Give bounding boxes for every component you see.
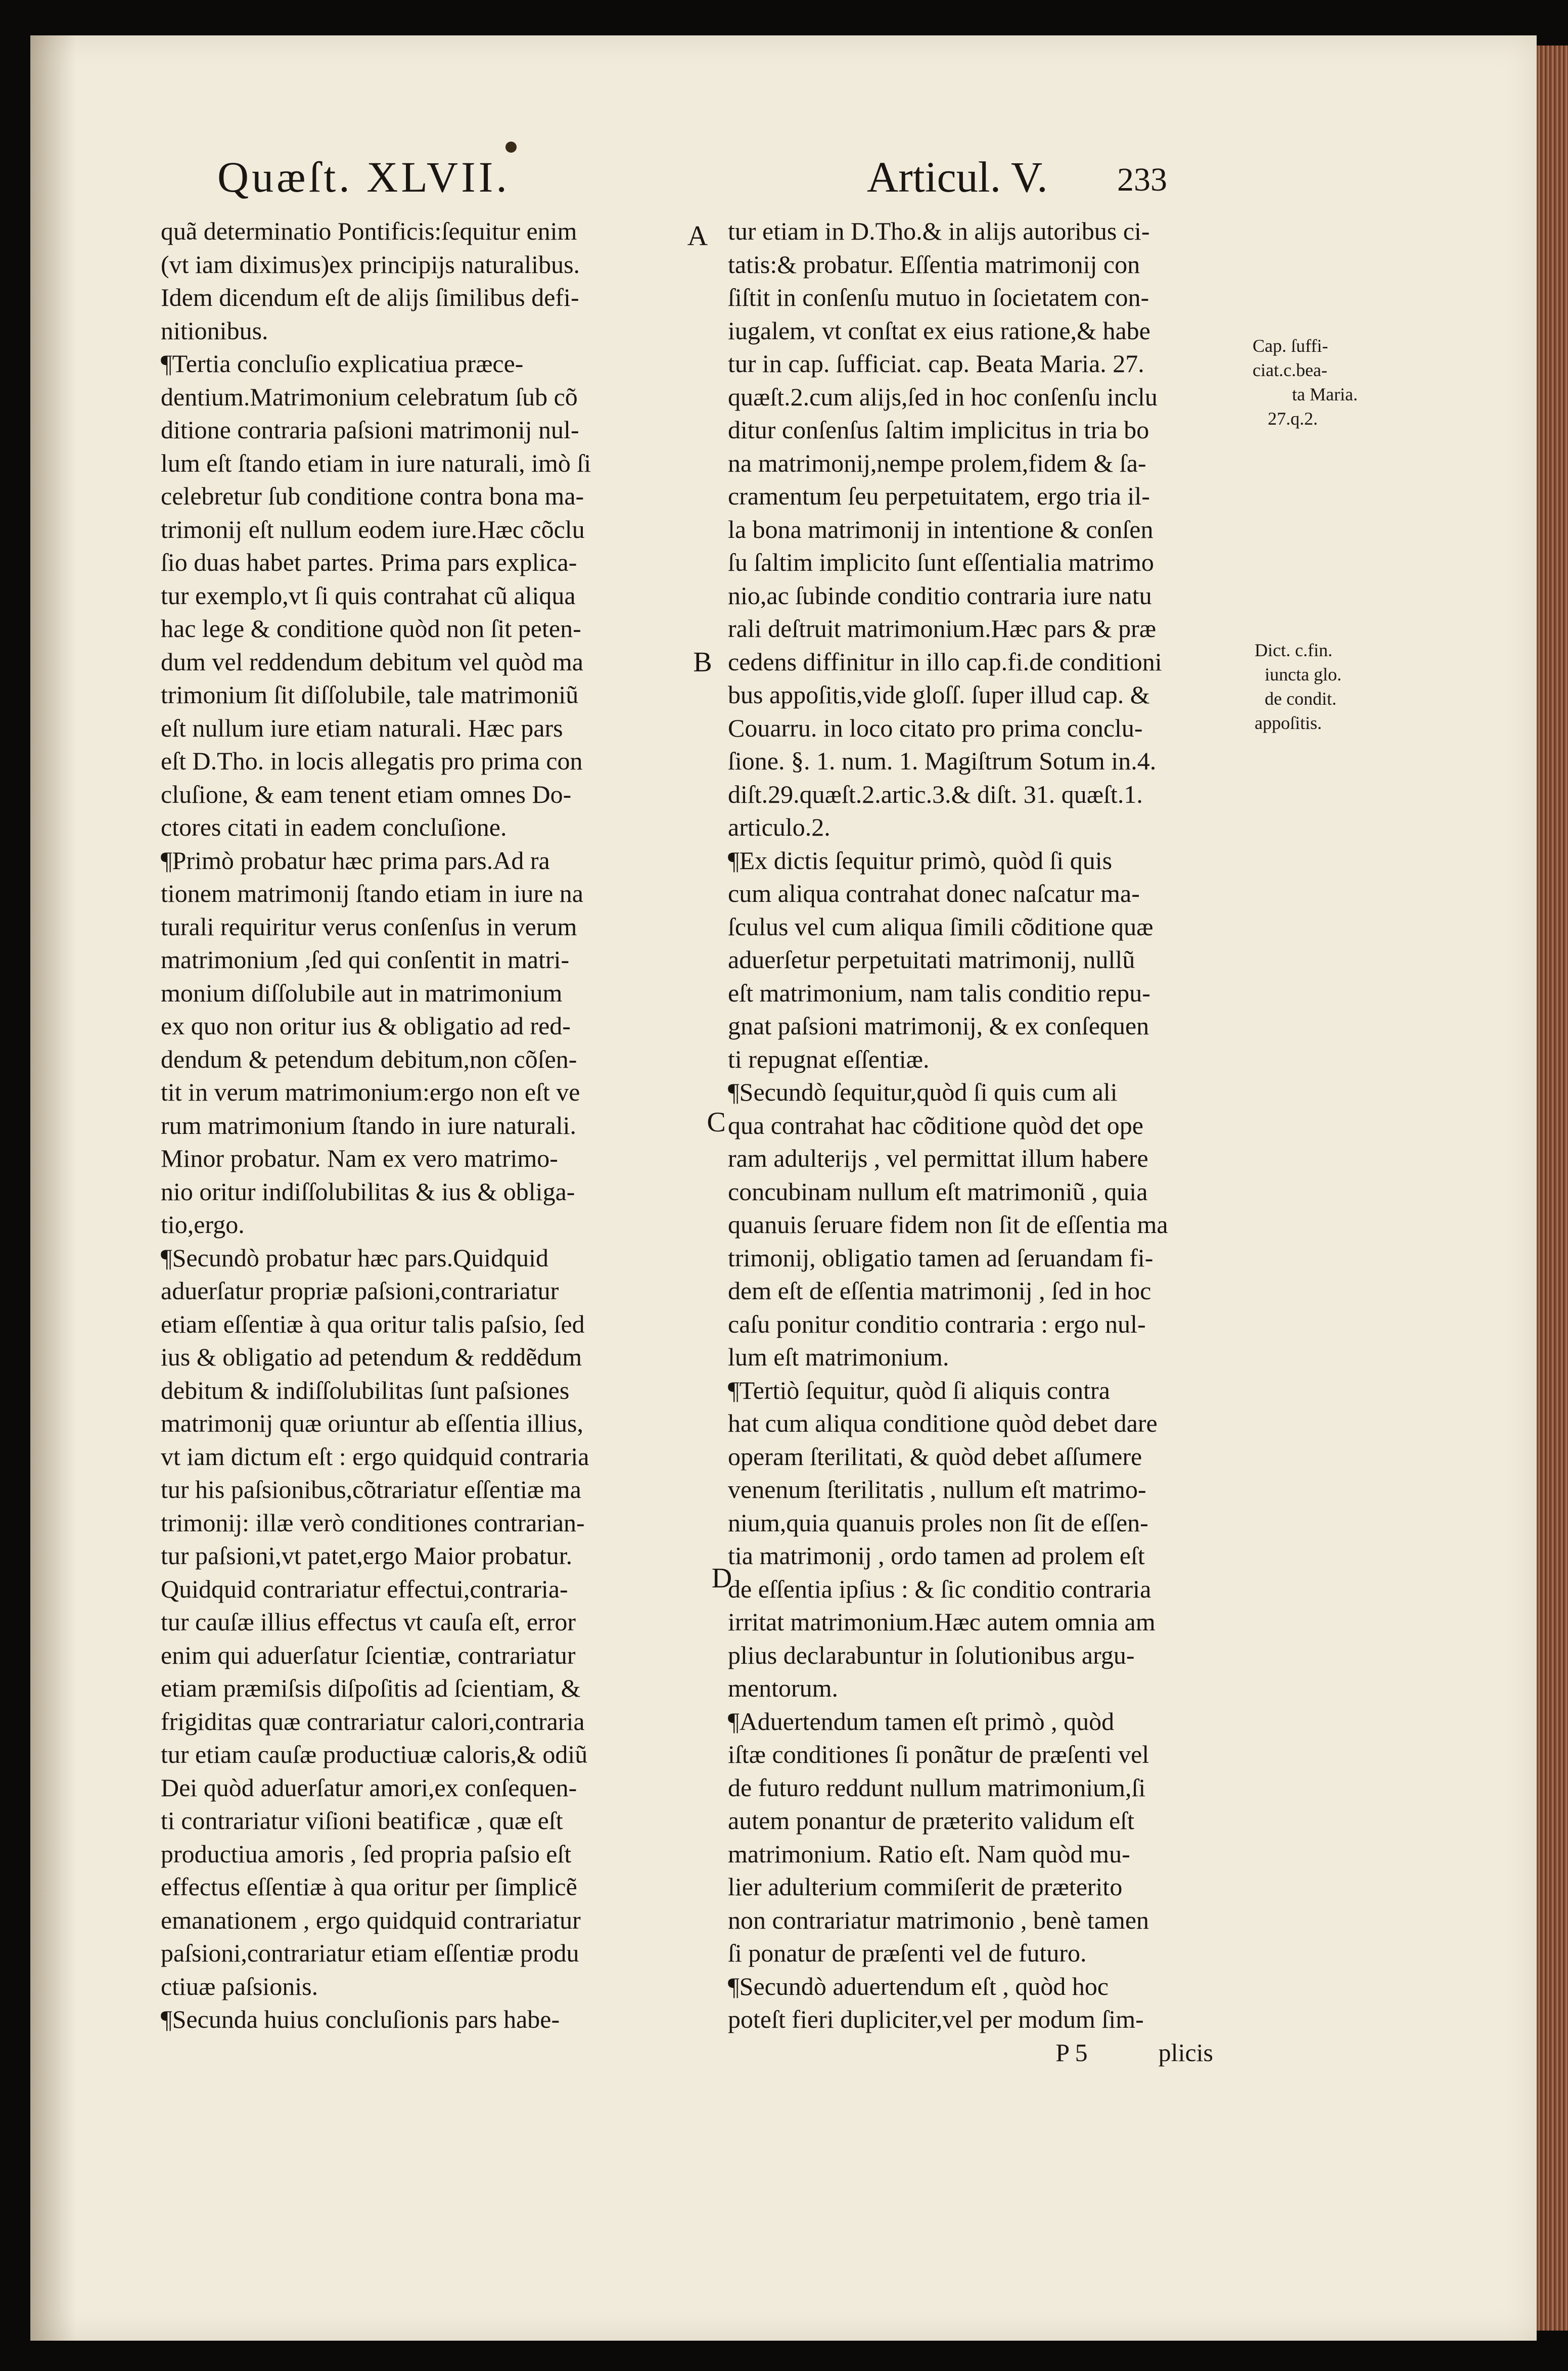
text-line: autem ponantur de præterito validum eſt xyxy=(728,1806,1134,1835)
text-line: vt iam dictum eſt : ergo quidquid contraria xyxy=(161,1442,589,1471)
text-line: operam ſterilitati, & quòd debet aſſumere xyxy=(728,1442,1142,1471)
text-line: cramentum ſeu perpetuitatem, ergo tria il- xyxy=(728,482,1150,510)
text-line: cluſione, & eam tenent etiam omnes Do- xyxy=(161,780,572,808)
text-line: enim qui aduerſatur ſcientiæ, contrariatur xyxy=(161,1640,576,1669)
section-letter-b: B xyxy=(693,647,712,678)
text-line: (vt iam diximus)ex principijs naturalibus. xyxy=(161,250,580,279)
text-line: caſu ponitur conditio contraria : ergo nul- xyxy=(728,1309,1146,1338)
text-line: ¶Secunda huius concluſionis pars habe- xyxy=(161,2005,560,2033)
text-line: effectus eſſentiæ à qua oritur per ſimplicẽ xyxy=(161,1873,577,1901)
section-letter-a: A xyxy=(687,220,708,252)
margin-note-line: ta Maria. xyxy=(1292,384,1358,404)
text-line: turali requiritur verus conſenſus in verum xyxy=(161,912,577,941)
text-line: ſculus vel cum aliqua ſimili cõditione quæ xyxy=(728,912,1154,941)
text-line: iugalem, vt conſtat ex eius ratione,& habe xyxy=(728,316,1150,345)
text-line: dendum & petendum debitum,non cõſen- xyxy=(161,1044,577,1073)
text-line: Minor probatur. Nam ex vero matrimo- xyxy=(161,1144,558,1172)
right-text-column xyxy=(728,215,1274,2069)
text-line: nitionibus. xyxy=(161,316,268,345)
text-line: lum eſt matrimonium. xyxy=(728,1343,949,1371)
section-letter-d: D xyxy=(711,1563,732,1594)
text-line: hac lege & conditione quòd non ſit peten- xyxy=(161,614,581,643)
margin-note-line: appoſitis. xyxy=(1255,713,1322,733)
text-line: Idem dicendum eſt de alijs ſimilibus defi- xyxy=(161,283,579,311)
text-line: ſu ſaltim implicito ſunt eſſentialia matrimo xyxy=(728,548,1154,576)
text-line: ¶Secundò ſequitur,quòd ſi quis cum ali xyxy=(728,1078,1118,1106)
text-line: ctiuæ paſsionis. xyxy=(161,1972,318,2000)
text-line: gnat paſsioni matrimonij, & ex conſequen xyxy=(728,1012,1149,1040)
margin-note-line: ciat.c.bea- xyxy=(1253,360,1327,380)
text-line: na matrimonij,nempe prolem,fidem & ſa- xyxy=(728,448,1146,477)
catchword: plicis xyxy=(1158,2038,1213,2067)
text-line: aduerſatur propriæ paſsioni,contrariatur xyxy=(161,1276,559,1305)
text-line: articulo.2. xyxy=(728,813,831,841)
text-line: ¶Aduertendum tamen eſt primò , quòd xyxy=(728,1707,1115,1736)
text-line: tia matrimonij , ordo tamen ad prolem eſt xyxy=(728,1541,1145,1570)
text-line: dem eſt de eſſentia matrimonij , ſed in hoc xyxy=(728,1276,1151,1305)
text-line: irritat matrimonium.Hæc autem omnia am xyxy=(728,1608,1156,1636)
running-head-article: Articul. V. xyxy=(867,153,1048,201)
text-line: Quidquid contrariatur effectui,contraria- xyxy=(161,1574,568,1603)
text-line: tur etiam in D.Tho.& in alijs autoribus ci- xyxy=(728,217,1150,245)
text-line: venenum ſterilitatis , nullum eſt matrimo- xyxy=(728,1475,1146,1503)
running-head-question: Quæſt. XLVII. xyxy=(217,153,510,201)
text-line: ex quo non oritur ius & obligatio ad red- xyxy=(161,1012,571,1040)
text-line: tur his paſsionibus,cõtrariatur eſſentiæ ma xyxy=(161,1475,581,1503)
text-line: plius declarabuntur in ſolutionibus argu- xyxy=(728,1640,1135,1669)
text-line: etiam eſſentiæ à qua oritur talis paſsio, ſed xyxy=(161,1309,585,1338)
page-edge xyxy=(1537,45,1568,2331)
text-line: trimonij, obligatio tamen ad ſeruandam fi- xyxy=(728,1243,1154,1272)
text-line: quanuis ſeruare fidem non ſit de eſſentia ma xyxy=(728,1210,1168,1239)
text-line: ¶Secundò aduertendum eſt , quòd hoc xyxy=(728,1972,1109,2000)
text-line: eſt nullum iure etiam naturali. Hæc pars xyxy=(161,713,563,742)
text-line: de futuro reddunt nullum matrimonium,ſi xyxy=(728,1773,1146,1802)
text-line: iſtæ conditiones ſi ponãtur de præſenti vel xyxy=(728,1740,1149,1768)
text-line: tio,ergo. xyxy=(161,1210,245,1239)
text-line: celebretur ſub conditione contra bona ma- xyxy=(161,482,584,510)
text-line: lum eſt ſtando etiam in iure naturali, imò ſi xyxy=(161,448,591,477)
text-line: bus appoſitis,vide gloſſ. ſuper illud cap. & xyxy=(728,680,1150,709)
text-line: tit in verum matrimonium:ergo non eſt ve xyxy=(161,1078,580,1106)
text-line: qua contrahat hac cõditione quòd det ope xyxy=(728,1111,1143,1139)
text-line: ti repugnat eſſentiæ. xyxy=(728,1044,930,1073)
text-line: trimonium ſit diſſolubile, tale matrimoniũ xyxy=(161,680,579,709)
margin-note-2 xyxy=(1255,638,1342,735)
text-line: tur paſsioni,vt patet,ergo Maior probatur. xyxy=(161,1541,573,1570)
text-line: ditione contraria paſsioni matrimonij nul- xyxy=(161,416,579,444)
text-line: tionem matrimonij ſtando etiam in iure na xyxy=(161,879,583,907)
text-line: rali deſtruit matrimonium.Hæc pars & præ xyxy=(728,614,1157,643)
text-line: concubinam nullum eſt matrimoniũ , quia xyxy=(728,1177,1148,1206)
text-line: dum vel reddendum debitum vel quòd ma xyxy=(161,647,583,676)
text-line: emanationem , ergo quidquid contrariatur xyxy=(161,1905,581,1934)
text-line: non contrariatur matrimonio , benè tamen xyxy=(728,1905,1149,1934)
text-line: debitum & indiſſolubilitas ſunt paſsiones xyxy=(161,1376,570,1404)
text-line: nio oritur indiſſolubilitas & ius & obliga- xyxy=(161,1177,575,1206)
text-line: ¶Secundò probatur hæc pars.Quidquid xyxy=(161,1243,548,1272)
text-line: dentium.Matrimonium celebratum ſub cõ xyxy=(161,382,578,411)
ink-spot xyxy=(505,142,517,153)
text-line: tur cauſæ illius effectus vt cauſa eſt, error xyxy=(161,1608,576,1636)
text-line: eſt matrimonium, nam talis conditio repu- xyxy=(728,978,1150,1007)
margin-note-line: de condit. xyxy=(1265,689,1336,709)
margin-note-line: 27.q.2. xyxy=(1268,408,1318,429)
text-line: hat cum aliqua conditione quòd debet dare xyxy=(728,1409,1158,1437)
margin-note-line: iuncta glo. xyxy=(1265,664,1342,685)
text-line: tur exemplo,vt ſi quis contrahat cũ aliqua xyxy=(161,581,576,610)
text-line: ¶Ex dictis ſequitur primò, quòd ſi quis xyxy=(728,846,1113,875)
text-line: quã determinatio Pontificis:ſequitur enim xyxy=(161,217,577,245)
text-line: tur etiam cauſæ productiuæ caloris,& odiũ xyxy=(161,1740,588,1768)
text-line: quæſt.2.cum alijs,ſed in hoc conſenſu inclu xyxy=(728,382,1158,411)
text-line: diſt.29.quæſt.2.artic.3.& diſt. 31. quæſt.1. xyxy=(728,780,1143,808)
text-line: trimonij: illæ verò conditiones contrarian- xyxy=(161,1508,585,1537)
text-line: mentorum. xyxy=(728,1674,839,1702)
text-line: ditur conſenſus ſaltim implicitus in tria bo xyxy=(728,416,1149,444)
text-line: matrimonium. Ratio eſt. Nam quòd mu- xyxy=(728,1839,1130,1868)
text-line: cedens diffinitur in illo cap.fi.de conditioni xyxy=(728,647,1162,676)
text-line: nium,quia quanuis proles non ſit de eſſen- xyxy=(728,1508,1148,1537)
gutter-shadow xyxy=(30,35,76,2341)
text-line: ſione. §. 1. num. 1. Magiſtrum Sotum in.4. xyxy=(728,747,1157,775)
text-line: lier adulterium commiſerit de præterito xyxy=(728,1873,1123,1901)
section-letter-c: C xyxy=(707,1107,726,1138)
text-line: ¶Tertia concluſio explicatiua præce- xyxy=(161,349,524,378)
margin-note-line: Cap. ſuffi- xyxy=(1253,336,1328,356)
text-line: eſt D.Tho. in locis allegatis pro prima con xyxy=(161,747,583,775)
margin-note-line: Dict. c.fin. xyxy=(1255,640,1332,660)
text-line: ſio duas habet partes. Prima pars explica- xyxy=(161,548,577,576)
text-line: frigiditas quæ contrariatur calori,contraria xyxy=(161,1707,585,1736)
text-line: la bona matrimonij in intentione & conſen xyxy=(728,515,1154,543)
text-line: etiam præmiſsis diſpoſitis ad ſcientiam, & xyxy=(161,1674,581,1702)
text-line: ctores citati in eadem concluſione. xyxy=(161,813,507,841)
left-text-column xyxy=(161,215,712,2036)
text-line: matrimonium ,ſed qui conſentit in matri- xyxy=(161,945,570,974)
text-line: de eſſentia ipſius : & ſic conditio contraria xyxy=(728,1574,1151,1603)
text-line: ſi ponatur de præſenti vel de futuro. xyxy=(728,1939,1087,1967)
text-line: poteſt fieri dupliciter,vel per modum ſim- xyxy=(728,2005,1144,2033)
signature-mark: P 5 xyxy=(1055,2038,1088,2067)
text-line: ius & obligatio ad petendum & reddẽdum xyxy=(161,1343,582,1371)
page-number: 233 xyxy=(1117,161,1167,198)
text-line: ram adulterijs , vel permittat illum habere xyxy=(728,1144,1148,1172)
text-line: aduerſetur perpetuitati matrimonij, nullũ xyxy=(728,945,1135,974)
text-line: ¶Primò probatur hæc prima pars.Ad ra xyxy=(161,846,550,875)
text-line: tatis:& probatur. Eſſentia matrimonij con xyxy=(728,250,1140,279)
text-line: trimonij eſt nullum eodem iure.Hæc cõclu xyxy=(161,515,585,543)
text-line: tur in cap. ſufficiat. cap. Beata Maria. 27. xyxy=(728,349,1144,378)
text-line: matrimonij quæ oriuntur ab eſſentia illius, xyxy=(161,1409,583,1437)
text-line: productiua amoris , ſed propria paſsio eſt xyxy=(161,1839,572,1868)
signature-and-catchword xyxy=(728,2036,1274,2070)
text-line: cum aliqua contrahat donec naſcatur ma- xyxy=(728,879,1140,907)
text-line: paſsioni,contrariatur etiam eſſentiæ produ xyxy=(161,1939,579,1967)
margin-note-1 xyxy=(1253,334,1358,431)
text-line: rum matrimonium ſtando in iure naturali. xyxy=(161,1111,577,1139)
text-line: monium diſſolubile aut in matrimonium xyxy=(161,978,563,1007)
text-line: Dei quòd aduerſatur amori,ex conſequen- xyxy=(161,1773,577,1802)
text-line: Couarru. in loco citato pro prima conclu- xyxy=(728,713,1143,742)
text-line: ſiſtit in conſenſu mutuo in ſocietatem con- xyxy=(728,283,1149,311)
text-line: ¶Tertiò ſequitur, quòd ſi aliquis contra xyxy=(728,1376,1110,1404)
text-line: ti contrariatur viſioni beatificæ , quæ eſt xyxy=(161,1806,563,1835)
text-line: nio,ac ſubinde conditio contraria iure natu xyxy=(728,581,1152,610)
